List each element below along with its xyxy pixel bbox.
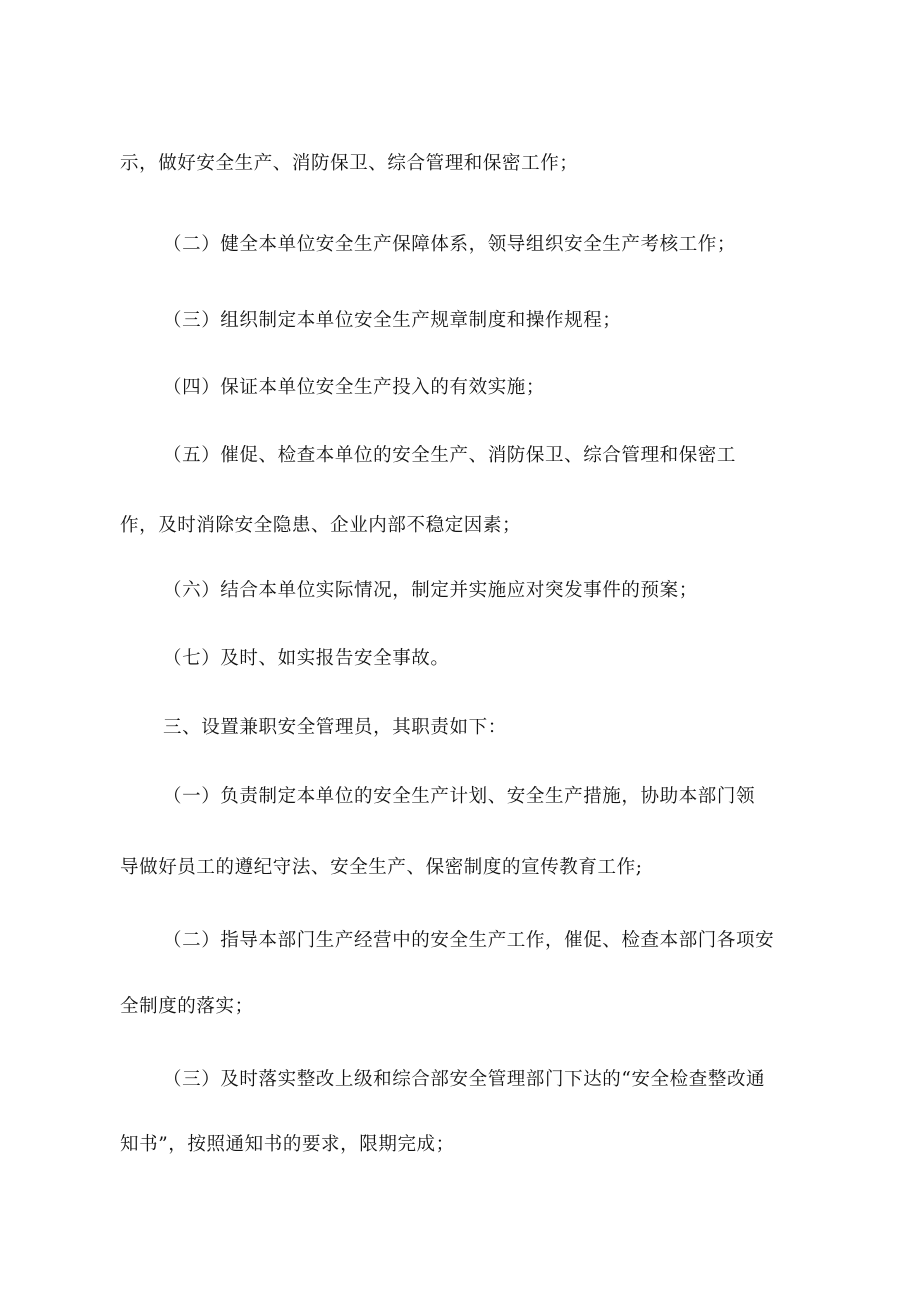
text-line: （三）及时落实整改上级和综合部安全管理部门下达的“安全检查整改通: [163, 1069, 766, 1090]
text-line: （一）负责制定本单位的安全生产计划、安全生产措施，协助本部门领: [163, 786, 756, 807]
text-line: （六）结合本单位实际情况，制定并实施应对突发事件的预案；: [163, 580, 698, 601]
text-line: （二）指导本部门生产经营中的安全生产工作，催促、检查本部门各项安: [163, 930, 775, 951]
text-line: 三、设置兼职安全管理员，其职责如下：: [163, 717, 507, 738]
text-line: 作，及时消除安全隐患、企业内部不稳定因素；: [120, 515, 522, 536]
text-line: （二）健全本单位安全生产保障体系，领导组织安全生产考核工作；: [163, 234, 737, 255]
text-line: 全制度的落实；: [120, 996, 254, 1017]
text-line: 导做好员工的遵纪守法、安全生产、保密制度的宣传教育工作;: [120, 857, 643, 878]
text-line: （四）保证本单位安全生产投入的有效实施；: [163, 377, 546, 398]
text-line: （三）组织制定本单位安全生产规章制度和操作规程；: [163, 310, 622, 331]
text-line: （七）及时、如实报告安全事故。: [163, 648, 450, 669]
text-line: （五）催促、检查本单位的安全生产、消防保卫、综合管理和保密工: [163, 445, 737, 466]
text-line: 示，做好安全生产、消防保卫、综合管理和保密工作；: [120, 153, 579, 174]
text-line: 知书”，按照通知书的要求，限期完成；: [120, 1134, 455, 1155]
